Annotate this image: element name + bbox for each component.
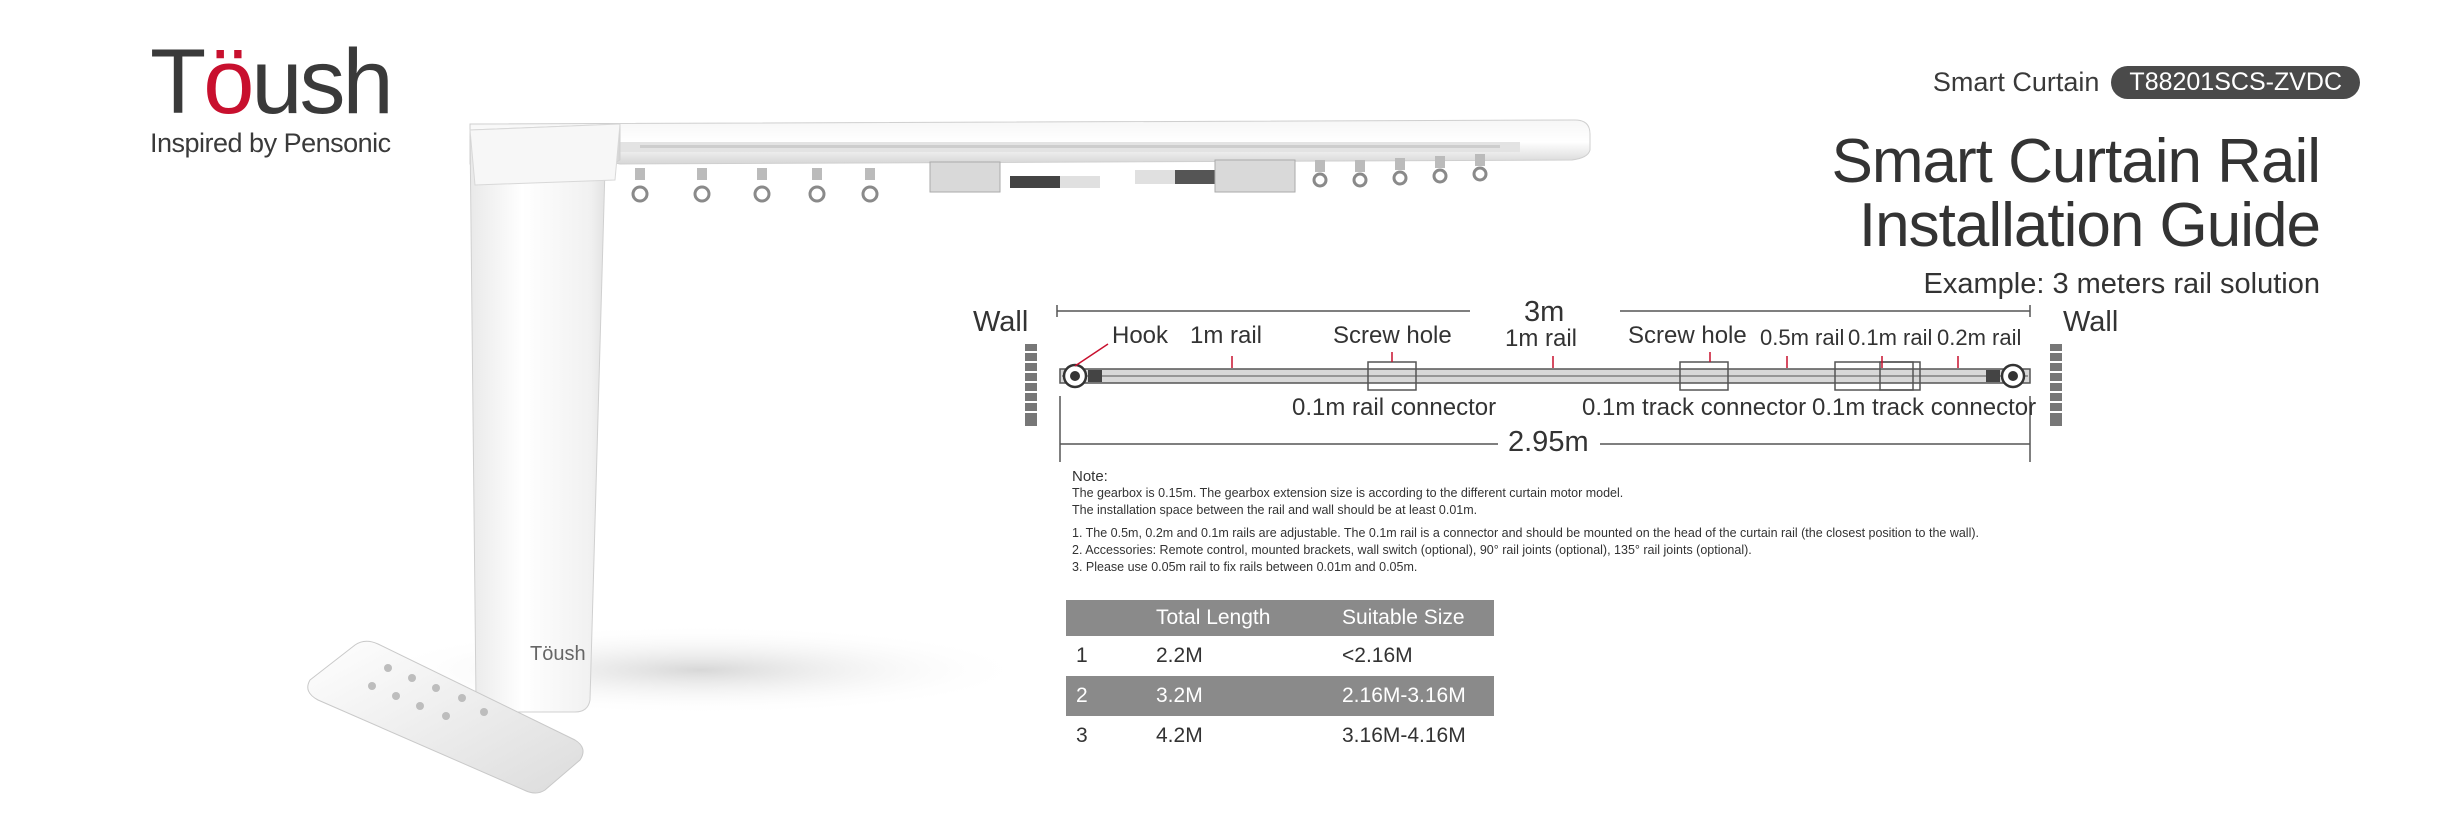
notes-intro-1: The gearbox is 0.15m. The gearbox extension size is according to the different curtain motor model. xyxy=(1072,486,1624,500)
model-badge: T88201SCS-ZVDC xyxy=(2111,66,2360,99)
motor-brand-label: Töush xyxy=(530,643,586,665)
table-cell: 1 xyxy=(1076,644,1088,667)
screw-hole-right-label: Screw hole xyxy=(1628,322,1747,349)
page-subtitle: Example: 3 meters rail solution xyxy=(1923,268,2320,300)
hook-label: Hook xyxy=(1112,322,1169,349)
total-length-2-95m: 2.95m xyxy=(1508,426,1589,458)
track-connector-2-label: 0.1m track connector xyxy=(1812,394,2037,421)
rail-01m-label: 0.1m rail xyxy=(1848,325,1933,350)
table-row xyxy=(1066,716,1494,756)
table-header-total-length: Total Length xyxy=(1156,600,1342,636)
table-header-suitable-size: Suitable Size xyxy=(1342,600,1494,636)
notes-heading: Note: xyxy=(1072,468,1108,485)
right-wall-icon xyxy=(2050,344,2062,426)
rail-connector-label: 0.1m rail connector xyxy=(1292,394,1497,421)
title-line-1: Smart Curtain Rail xyxy=(1831,127,2320,196)
notes-item-1: 1. The 0.5m, 0.2m and 0.1m rails are adjustable. The 0.1m rail is a connector and should be mounted on the head of the curtain rail (the closest position to the wall). xyxy=(1072,526,1980,540)
size-table xyxy=(1066,600,1494,756)
rail-track xyxy=(1060,362,2030,390)
table-cell: 4.2M xyxy=(1156,724,1203,747)
title-line-2: Installation Guide xyxy=(1858,191,2320,260)
table-cell: 3.16M-4.16M xyxy=(1342,724,1466,747)
wall-left-label: Wall xyxy=(973,306,1029,338)
rail-1m-left-label: 1m rail xyxy=(1190,322,1263,349)
notes-intro-2: The installation space between the rail and wall should be at least 0.01m. xyxy=(1072,503,1478,517)
notes-item-3: 3. Please use 0.05m rail to fix rails between 0.01m and 0.05m. xyxy=(1072,560,1418,574)
track-connector-1-label: 0.1m track connector xyxy=(1582,394,1807,421)
total-length-3m: 3m xyxy=(1524,296,1565,328)
wall-right-label: Wall xyxy=(2063,306,2119,338)
table-cell: 3 xyxy=(1076,724,1088,747)
table-row xyxy=(1066,676,1494,716)
table-cell: 2.16M-3.16M xyxy=(1342,676,1494,716)
logo-accent-letter: ö xyxy=(203,31,252,133)
logo-tagline: Inspired by Pensonic xyxy=(150,128,391,158)
logo-text: Töush xyxy=(150,31,391,133)
rail-02m-label: 0.2m rail xyxy=(1937,325,2022,350)
product-category: Smart Curtain xyxy=(1932,67,2100,97)
table-header-row xyxy=(1066,600,1494,636)
left-wall-icon xyxy=(1025,344,1037,426)
table-cell: 2 xyxy=(1066,676,1156,716)
screw-hole-left-label: Screw hole xyxy=(1333,322,1452,349)
notes-item-2: 2. Accessories: Remote control, mounted brackets, wall switch (optional), 90° rail joints (optional), 135° rail joints (optional). xyxy=(1072,543,1752,557)
installation-notes xyxy=(1072,468,1979,576)
table-cell: 2.2M xyxy=(1156,644,1203,667)
table-cell: <2.16M xyxy=(1342,644,1413,667)
rail-05m-label: 0.5m rail xyxy=(1760,325,1845,350)
table-cell: 3.2M xyxy=(1156,676,1342,716)
table-row xyxy=(1066,636,1494,676)
rail-1m-center-label: 1m rail xyxy=(1505,325,1578,352)
table-header-index xyxy=(1066,600,1156,636)
